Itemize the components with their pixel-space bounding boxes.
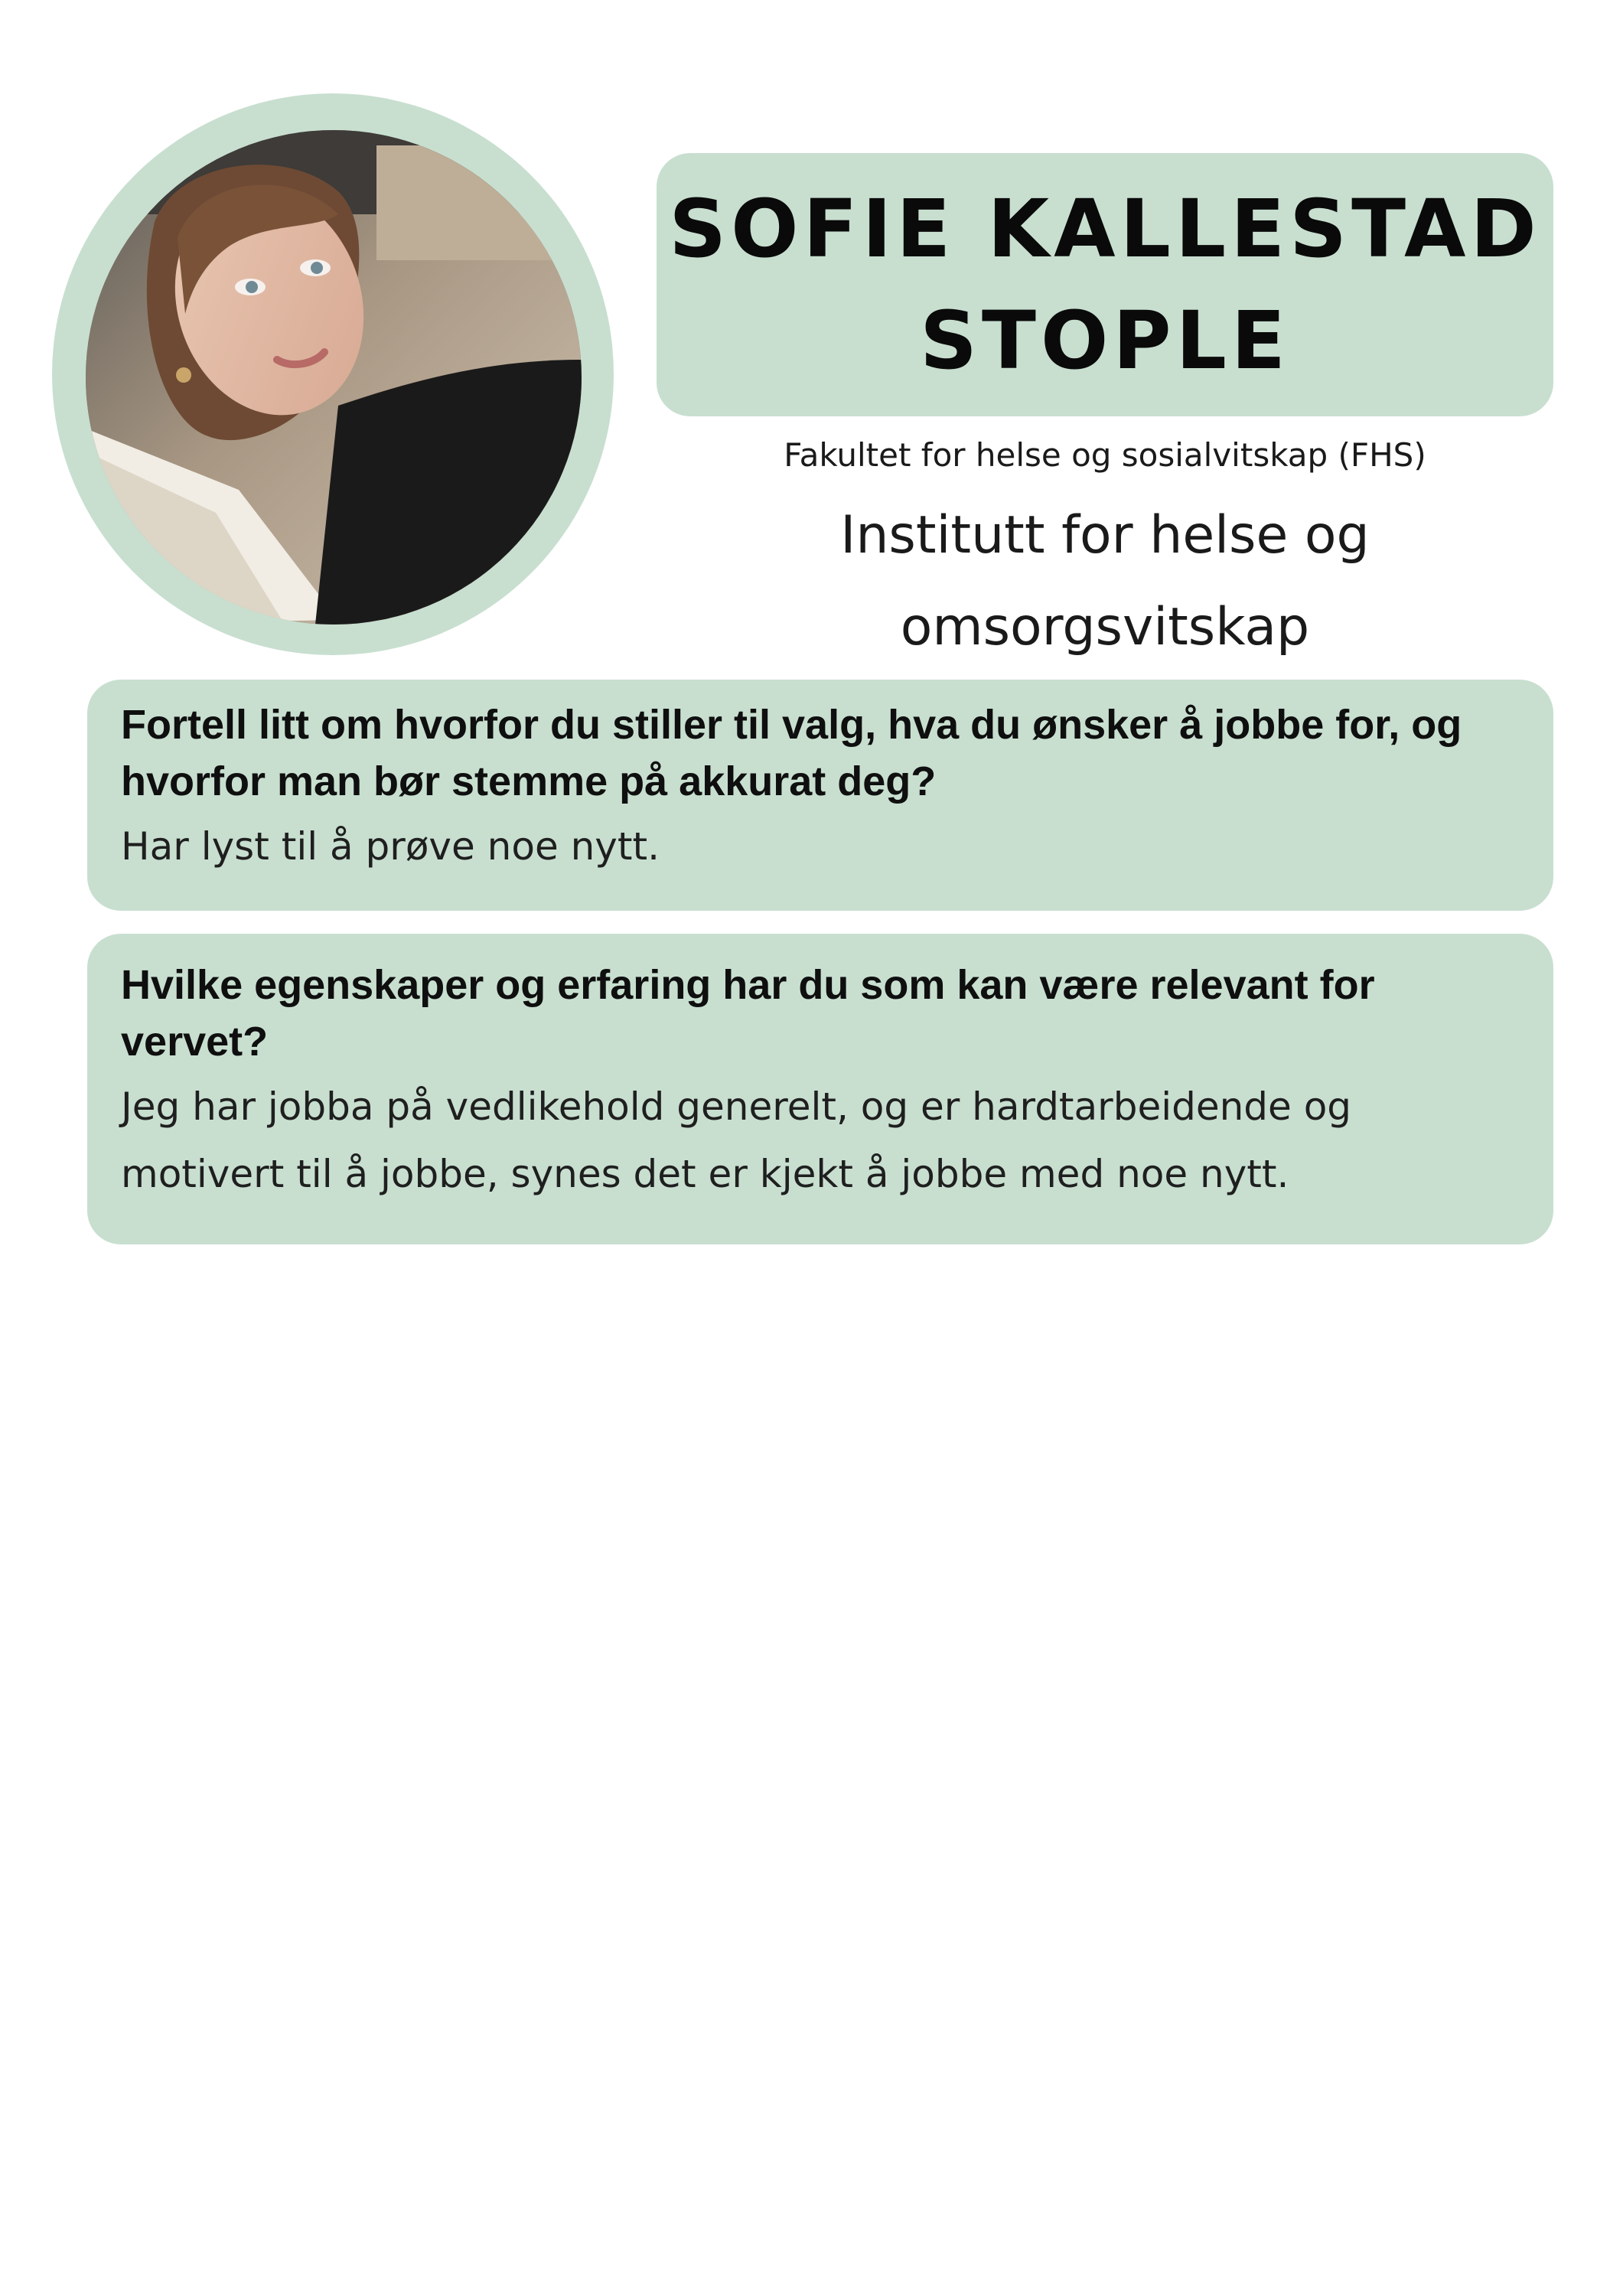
faculty-label: Fakultet for helse og sosialvitskap (FHS) bbox=[784, 436, 1426, 474]
name-banner bbox=[657, 153, 1553, 416]
institute-label bbox=[657, 490, 1553, 673]
profile-photo-illustration bbox=[86, 130, 582, 625]
candidate-name-line2: STOPLE bbox=[920, 294, 1290, 387]
question-text: Hvilke egenskaper og erfaring har du som kan være relevant for vervet? bbox=[121, 962, 1375, 1065]
institute-line2: omsorgsvitskap bbox=[900, 597, 1310, 657]
question-text: Fortell litt om hvorfor du stiller til valg, hva du ønsker å jobbe for, og hvorfor man bør stemme på akkurat deg? bbox=[121, 702, 1462, 804]
institute-line1: Institutt for helse og bbox=[840, 505, 1370, 566]
profile-photo bbox=[86, 130, 582, 625]
answer-text: Har lyst til å prøve noe nytt. bbox=[121, 824, 660, 869]
qa-card-motivation bbox=[87, 680, 1553, 911]
qa-card-experience bbox=[87, 934, 1553, 1244]
answer-text: Jeg har jobba på vedlikehold generelt, og er hardtarbeidende og motivert til å jobbe, synes det er kjekt å jobbe med noe nytt. bbox=[121, 1084, 1352, 1196]
candidate-name-line1: SOFIE KALLESTAD bbox=[669, 182, 1541, 276]
